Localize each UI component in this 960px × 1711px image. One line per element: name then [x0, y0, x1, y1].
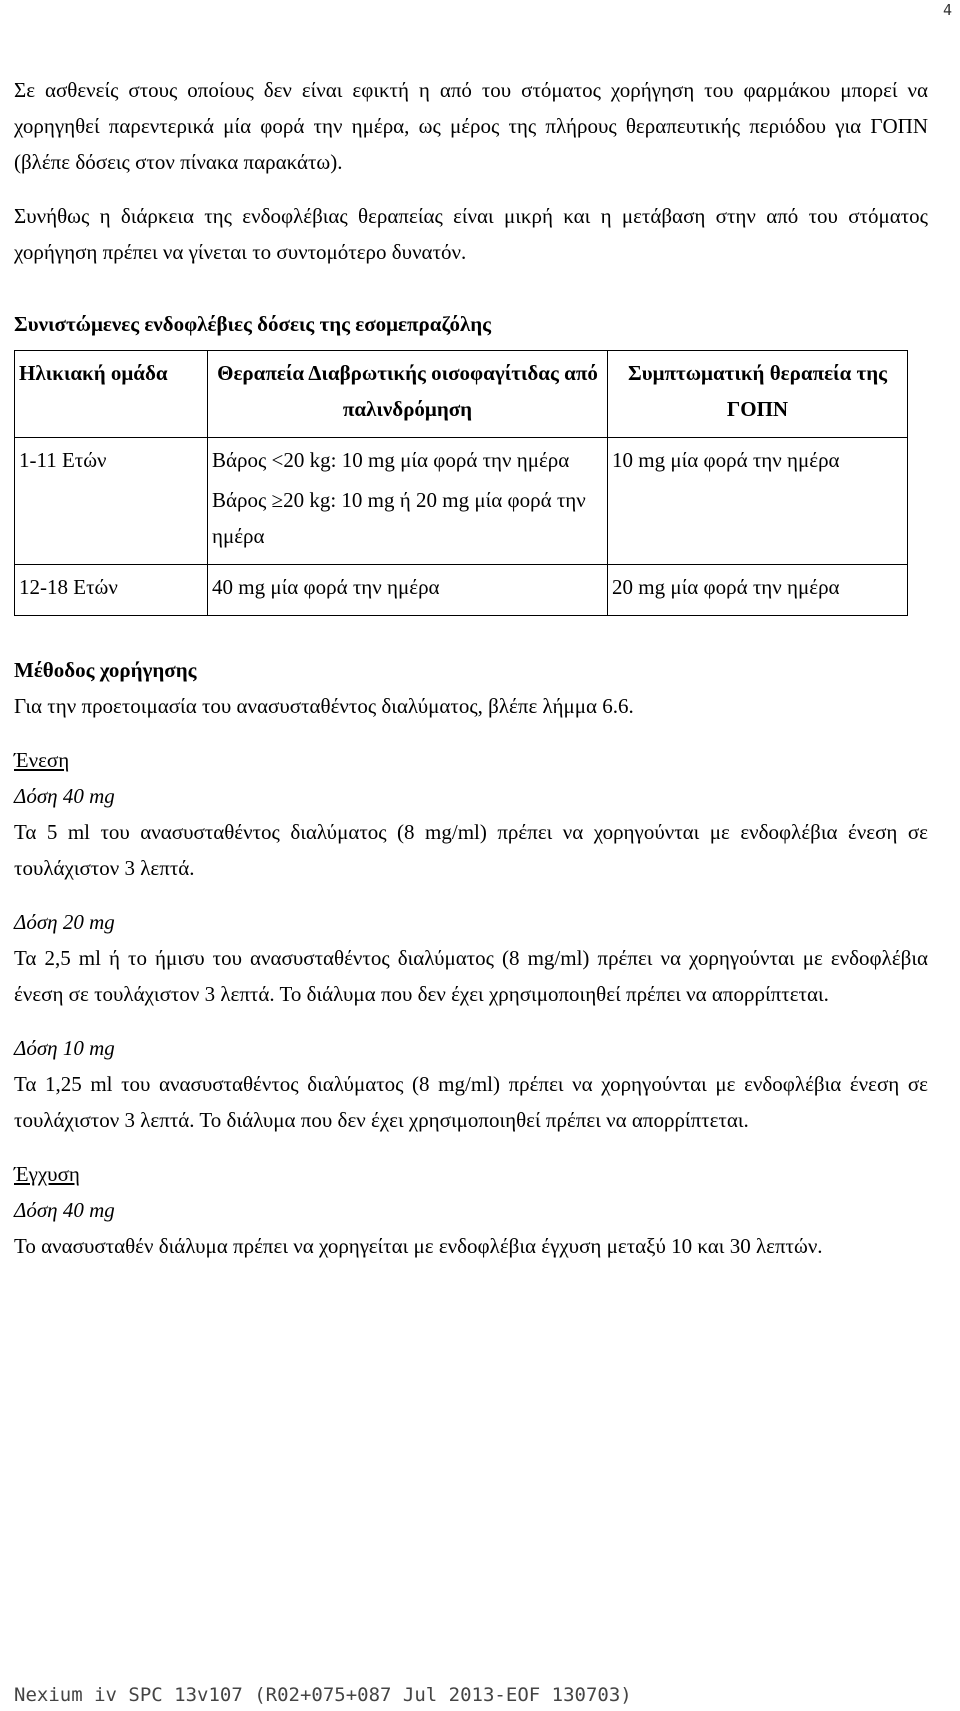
cell-erosive: 40 mg μία φορά την ημέρα: [208, 565, 608, 616]
cell-symptomatic: 10 mg μία φορά την ημέρα: [608, 438, 908, 565]
infusion-heading: Έγχυση: [14, 1162, 80, 1186]
table-header-row: [15, 351, 908, 438]
injection-dose-20-label: Δόση 20 mg: [14, 910, 115, 934]
intro-paragraph-2: Συνήθως η διάρκεια της ενδοφλέβιας θεραπείας είναι μικρή και η μετάβαση στην από του στόματος χορήγηση πρέπει να γίνεται το συντομότερο δυνατόν.: [14, 204, 928, 264]
injection-dose-40-text: Τα 5 ml του ανασυσταθέντος διαλύματος (8 mg/ml) πρέπει να χορηγούνται με ενδοφλέβια ένεση σε τουλάχιστον 3 λεπτά.: [14, 820, 928, 880]
cell-age: 12-18 Ετών: [15, 565, 208, 616]
table-row: [15, 438, 908, 565]
header-symptomatic-treatment: Συμπτωματική θεραπεία της ΓΟΠΝ: [608, 351, 908, 438]
cell-erosive: [208, 438, 608, 565]
header-age-group: Ηλικιακή ομάδα: [15, 351, 208, 438]
injection-dose-40-label: Δόση 40 mg: [14, 784, 115, 808]
document-body: [14, 72, 928, 1264]
cell-erosive-weight-under-20: Βάρος <20 kg: 10 mg μία φορά την ημέρα: [212, 448, 570, 472]
injection-dose-10-text: Τα 1,25 ml του ανασυσταθέντος διαλύματος (8 mg/ml) πρέπει να χορηγούνται με ενδοφλέβια ένεση σε τουλάχιστον 3 λεπτά. Το διάλυμα που δεν έχει χρησιμοποιηθεί πρέπει να απορρίπτεται.: [14, 1072, 928, 1132]
header-erosive-treatment: Θεραπεία Διαβρωτικής οισοφαγίτιδας από παλινδρόμηση: [208, 351, 608, 438]
cell-erosive-weight-over-20: Βάρος ≥20 kg: 10 mg ή 20 mg μία φορά την ημέρα: [212, 488, 586, 548]
infusion-dose-40-label: Δόση 40 mg: [14, 1198, 115, 1222]
page-number: 4: [942, 1, 952, 19]
document-footer: Nexium iv SPC 13v107 (R02+075+087 Jul 2013-EOF 130703): [14, 1684, 632, 1706]
infusion-dose-40-text: Το ανασυσταθέν διάλυμα πρέπει να χορηγείται με ενδοφλέβια έγχυση μεταξύ 10 και 30 λεπτών.: [14, 1234, 823, 1258]
injection-dose-20-text: Τα 2,5 ml ή το ήμισυ του ανασυσταθέντος διαλύματος (8 mg/ml) πρέπει να χορηγούνται με ενδοφλέβια ένεση σε τουλάχιστον 3 λεπτά. Το διάλυμα που δεν έχει χρησιμοποιηθεί πρέπει να απορρίπτεται.: [14, 946, 928, 1006]
method-heading: Μέθοδος χορήγησης: [14, 658, 197, 682]
method-text: Για την προετοιμασία του ανασυσταθέντος διαλύματος, βλέπε λήμμα 6.6.: [14, 694, 634, 718]
dose-table: [14, 350, 908, 616]
intro-paragraph-1: Σε ασθενείς στους οποίους δεν είναι εφικτή η από του στόματος χορήγηση του φαρμάκου μπορεί να χορηγηθεί παρεντερικά μία φορά την ημέρα, ως μέρος της πλήρους θεραπευτικής περιόδου για ΓΟΠΝ (βλέπε δόσεις στον πίνακα παρακάτω).: [14, 78, 928, 174]
injection-heading: Ένεση: [14, 748, 70, 772]
injection-dose-10-label: Δόση 10 mg: [14, 1036, 115, 1060]
table-title: Συνιστώμενες ενδοφλέβιες δόσεις της εσομεπραζόλης: [14, 312, 492, 336]
cell-age: 1-11 Ετών: [15, 438, 208, 565]
table-row: [15, 565, 908, 616]
cell-symptomatic: 20 mg μία φορά την ημέρα: [608, 565, 908, 616]
